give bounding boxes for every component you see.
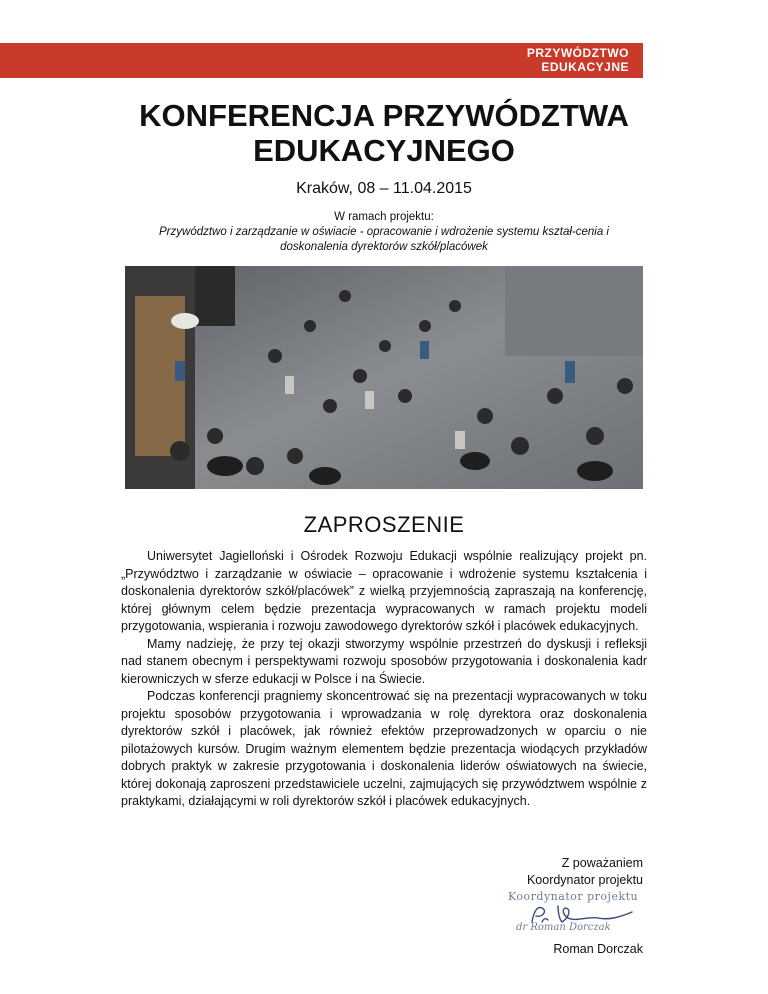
project-name: Przywództwo i zarządzanie w oświacie - opracowanie i wdrożenie systemu kształ-cenia i doskonalenia dyrektorów szkół/placówek <box>159 226 609 253</box>
closing <box>527 855 643 889</box>
page-title <box>0 98 768 168</box>
stamp-line2: dr Roman Dorczak <box>516 922 611 933</box>
invitation-body <box>121 548 647 811</box>
title-line2: EDUKACYJNEGO <box>253 133 515 168</box>
paragraph-1: Uniwersytet Jagielloński i Ośrodek Rozwoju Edukacji wspólnie realizujący projekt pn. „Przywództwo i zarządzanie w oświacie – opracowanie i wdrożenie systemu kształcenia i doskonalenia dyrektorów szkół/placówek” z wielką przyjemnością zapraszają na konferencję, której głównym celem będzie prezentacja wypracowanych w ramach projektu modeli przygotowania, wspierania i rozwoju zawodowego dyrektorów szkół i placówek edukacyjnych. <box>121 549 647 633</box>
closing-line1: Z poważaniem <box>561 856 643 870</box>
closing-line2: Koordynator projektu <box>526 873 643 887</box>
signature-stamp <box>508 890 648 938</box>
invitation-heading: ZAPROSZENIE <box>303 512 465 537</box>
event-date-place: Kraków, 08 – 11.04.2015 <box>296 180 472 197</box>
title-line1: KONFERENCJA PRZYWÓDZTWA <box>139 98 629 133</box>
brand-line2: EDUKACYJNE <box>541 60 629 74</box>
signer-name: Roman Dorczak <box>553 942 643 956</box>
project-info <box>150 210 618 255</box>
brand-logo <box>527 46 629 74</box>
paragraph-2: Mamy nadzieję, że przy tej okazji stworzymy wspólnie przestrzeń do dyskusji i refleksji nad stanem obecnym i perspektywami rozwoju sposobów przygotowania i doskonalenia kadr kierowniczych w sferze edukacji w Polsce i na Świecie. <box>121 636 647 686</box>
paragraph-3: Podczas konferencji pragniemy skoncentrować się na prezentacji wypracowanych w toku projektu sposobów przygotowania i wprowadzania w rolę dyrektora oraz doskonalenia dyrektorów szkół i placówek, jak również efektów przeprowadzonych w oparciu o nie pilotażowych kursów. Drugim ważnym elementem będzie prezentacja wiodących przykładów dobrych praktyk w zakresie przygotowania i doskonalenia liderów oświatowych na świecie, której dokonają zaproszeni przedstawiciele uczelni, zajmujących się przywództwem wspólnie z praktykami, działającymi w roli dyrektorów szkół i placówek edukacyjnych. <box>121 689 647 808</box>
brand-line1: PRZYWÓDZTWO <box>526 46 629 60</box>
header-banner <box>0 43 643 78</box>
conference-photo <box>125 266 643 489</box>
project-intro: W ramach projektu: <box>334 211 434 223</box>
stamp-line1: Koordynator projektu <box>508 890 639 903</box>
